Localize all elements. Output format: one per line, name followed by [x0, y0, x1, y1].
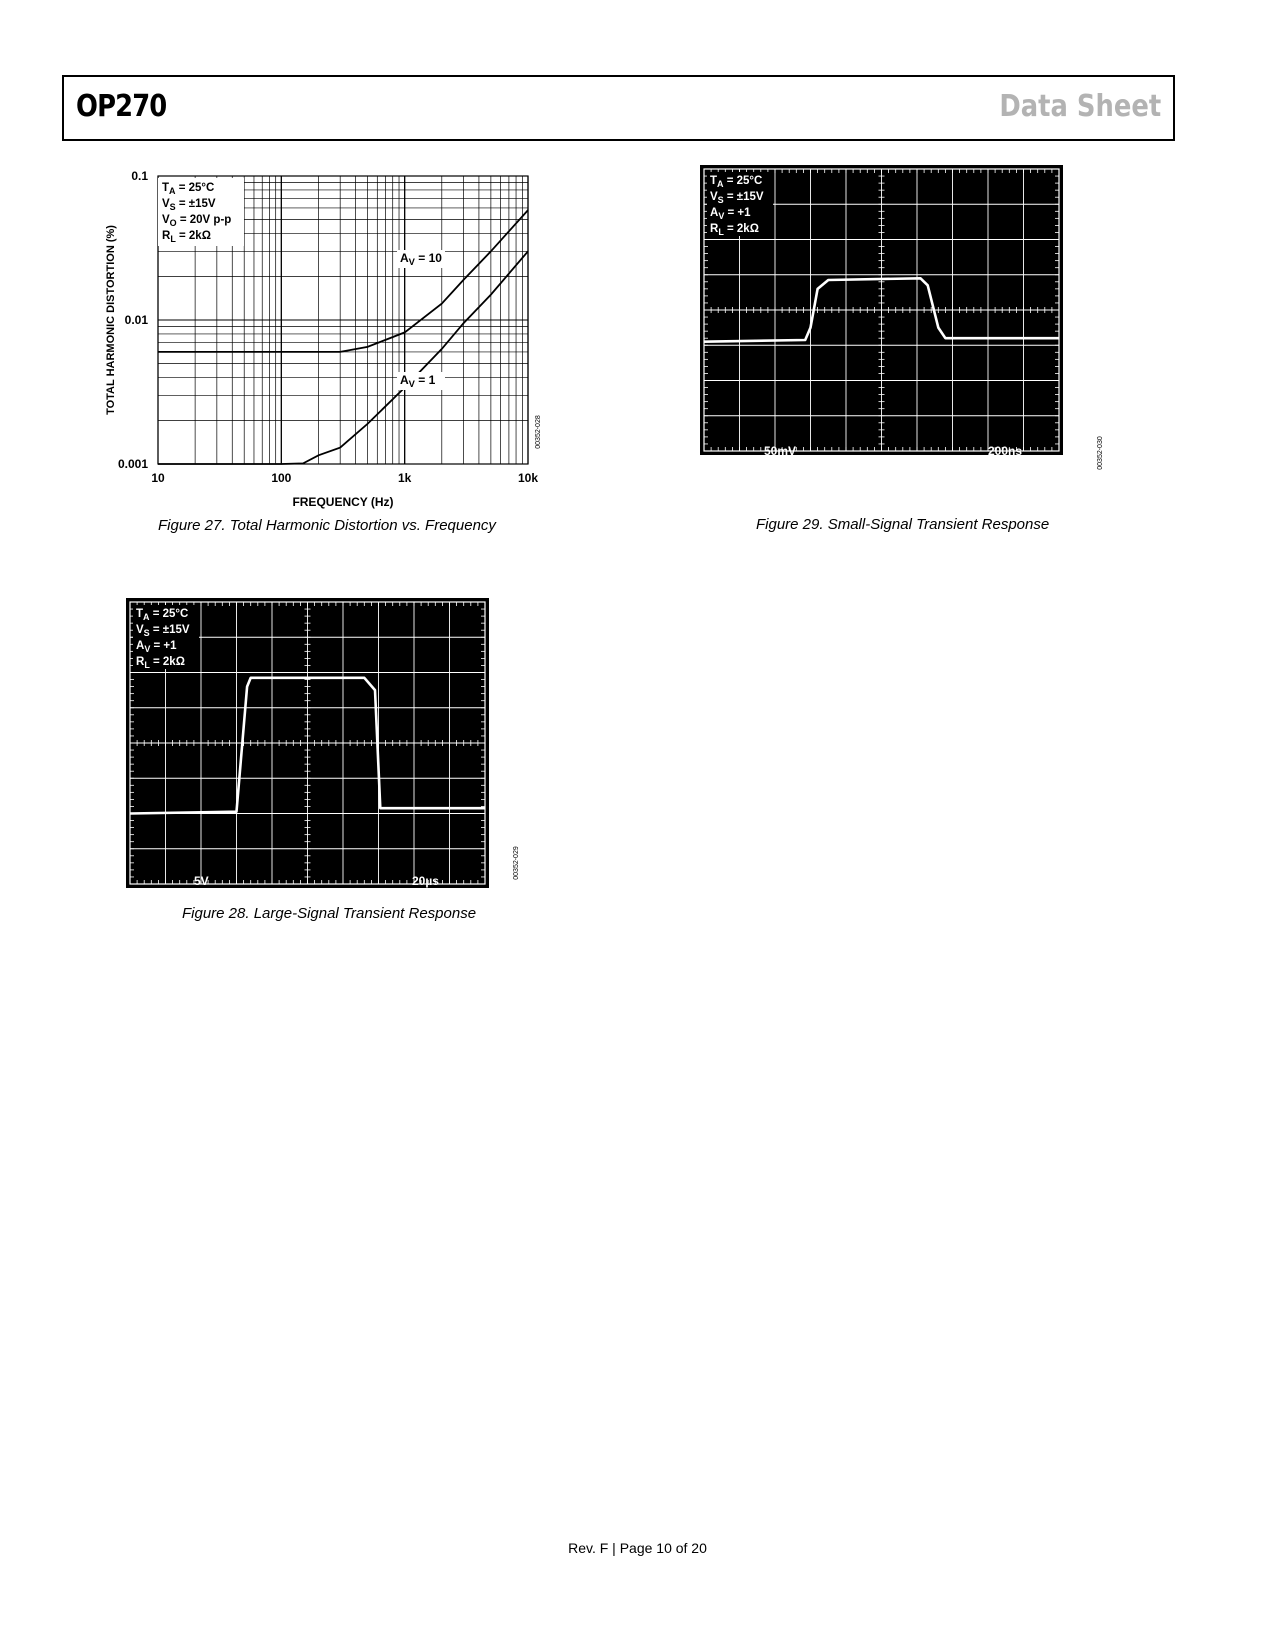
condition-label: $A_V = +1$ — [710, 207, 751, 221]
x-tick-label: 1k — [397, 471, 412, 485]
chart-conditions — [133, 605, 199, 670]
condition-label: $R_L = 2k\Omega$ — [136, 656, 185, 670]
thd-vs-frequency-chart — [100, 160, 550, 515]
chart-conditions — [707, 172, 773, 237]
figure-code: 00352-030 — [1097, 436, 1104, 470]
page-footer: Rev. F | Page 10 of 20 — [568, 1540, 707, 1556]
condition-label: $V_O = 20V$ p-p — [162, 214, 232, 228]
chart-series — [158, 210, 528, 464]
x-tick-label: 100 — [271, 471, 292, 485]
figure-code: 00352-028 — [535, 415, 542, 449]
x-tick-label: 10k — [517, 471, 539, 485]
figure-code: 00352-029 — [513, 846, 520, 880]
condition-label: $T_A = 25^\circ C$ — [162, 182, 215, 196]
figure-29-caption: Figure 29. Small-Signal Transient Response — [756, 516, 1050, 533]
large-signal-scope-chart — [126, 598, 536, 908]
y-tick-label: 0.01 — [124, 313, 148, 327]
condition-label: $V_S = \pm 15V$ — [136, 624, 190, 638]
series-label: $A_V = 1$ — [400, 373, 436, 389]
y-tick-label: 0.1 — [131, 169, 148, 183]
series-line — [158, 251, 528, 464]
x-axis-label: FREQUENCY (Hz) — [292, 495, 394, 509]
document-type: Data Sheet — [999, 89, 1161, 124]
x-tick-labels — [151, 471, 538, 485]
condition-label: $T_A = 25^\circ C$ — [136, 608, 189, 622]
horizontal-scale-label: 20µs — [412, 874, 439, 888]
y-tick-labels — [118, 169, 148, 471]
page-header — [62, 75, 1175, 141]
part-number: OP270 — [76, 89, 167, 124]
small-signal-scope-chart — [700, 165, 1110, 475]
horizontal-scale-label: 200ns — [988, 444, 1023, 458]
condition-label: $R_L = 2k\Omega$ — [162, 230, 211, 244]
condition-label: $T_A = 25^\circ C$ — [710, 175, 763, 189]
y-tick-label: 0.001 — [117, 457, 148, 471]
series-label: $A_V = 10$ — [400, 251, 442, 267]
condition-label: $V_S = \pm 15V$ — [710, 191, 764, 205]
y-axis-label: TOTAL HARMONIC DISTORTION (%) — [105, 225, 117, 415]
figure-27-caption: Figure 27. Total Harmonic Distortion vs. Frequency — [158, 517, 496, 534]
vertical-scale-label: 50mV — [764, 444, 797, 458]
condition-label: $V_S = \pm 15V$ — [162, 198, 216, 212]
x-tick-label: 10 — [151, 471, 165, 485]
condition-label: $A_V = +1$ — [136, 640, 177, 654]
vertical-scale-label: 5V — [194, 874, 209, 888]
figure-28-caption: Figure 28. Large-Signal Transient Response — [182, 905, 477, 922]
condition-label: $R_L = 2k\Omega$ — [710, 223, 759, 237]
